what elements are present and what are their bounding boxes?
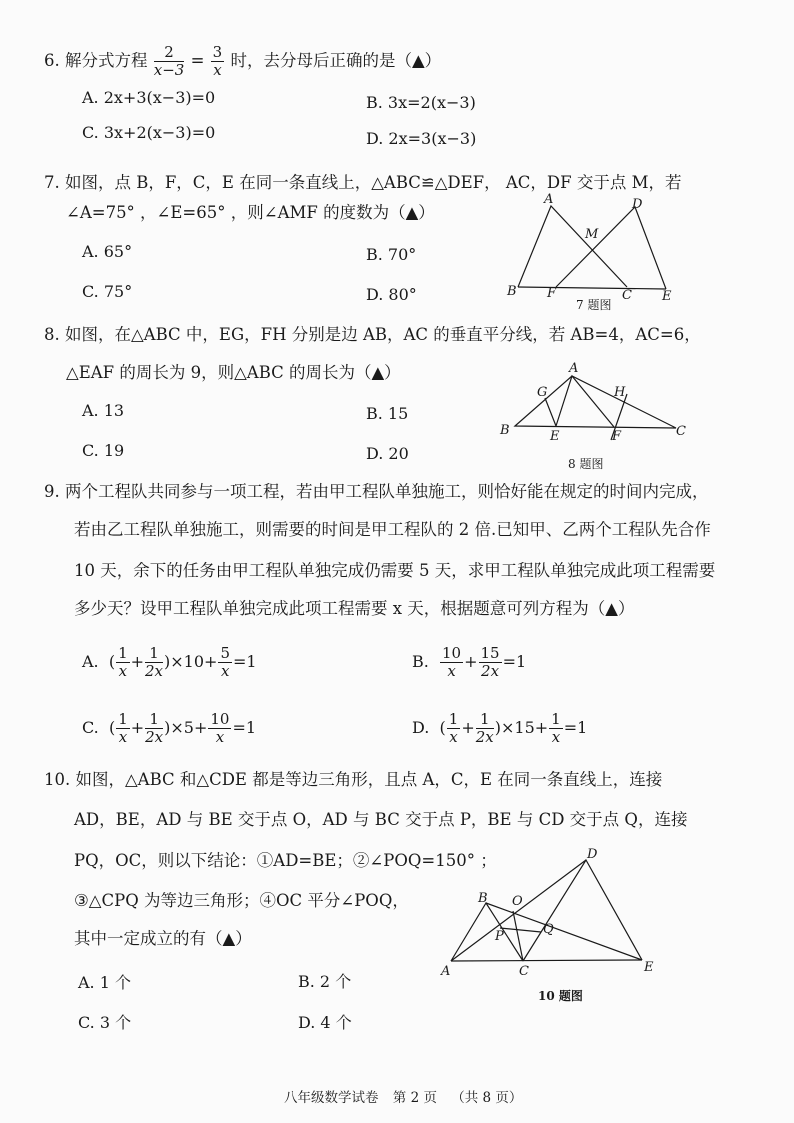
q9-stem-line1: 9. 两个工程队共同参与一项工程，若由甲工程队单独施工，则恰好能在规定的时间内完成， <box>44 482 709 501</box>
q8-label-e: E <box>550 429 560 444</box>
q8-label-a: A <box>569 361 579 376</box>
q10-stem-line3: PQ，OC，则以下结论：①AD=BE；②∠POQ=150° ； <box>74 851 497 870</box>
q7-option-d: D. 80° <box>366 285 417 304</box>
q7-stem-line1: 7. 如图，点 B，F，C，E 在同一条直线上，△ABC≌△DEF， AC，DF 交于点 M，若 <box>44 173 682 192</box>
footer-page: 第 2 页 <box>392 1090 437 1106</box>
q7-label-e: E <box>662 289 672 304</box>
q10-option-c: C. 3 个 <box>78 1013 132 1032</box>
q6-option-a: A. 2x+3(x−3)=0 <box>82 88 216 107</box>
q9-option-c: C. ( $\frac{1}{x}$ + $\frac{1}{2x}$ )×5+ $\frac{10}{x}$ =1 <box>82 710 257 746</box>
q7-option-c: C. 75° <box>82 282 133 301</box>
q8-label-b: B <box>500 423 510 438</box>
q7-label-a: A <box>544 192 554 207</box>
q10-stem-line2: AD，BE，AD 与 BE 交于点 O，AD 与 BC 交于点 P，BE 与 CD 交于点 Q，连接 <box>74 810 688 829</box>
q7-caption: 7 题图 <box>576 298 612 312</box>
q10-label-q: Q <box>543 922 554 937</box>
q10-option-a: A. 1 个 <box>78 973 131 992</box>
q8-caption: 8 题图 <box>568 457 604 471</box>
q10-line-pq <box>500 928 541 932</box>
footer-total: （共 8 页） <box>451 1090 523 1106</box>
q10-label-c: C <box>519 964 529 979</box>
q10-line-ae <box>451 960 642 961</box>
q8-label-g: G <box>537 385 548 400</box>
q8-option-a: A. 13 <box>82 401 125 420</box>
q10-triangle-cde <box>523 860 642 961</box>
q8-stem-line2: △EAF 的周长为 9，则△ABC 的周长为（▲） <box>66 363 401 382</box>
q9-option-d: D. ( $\frac{1}{x}$ + $\frac{1}{2x}$ )×15+ $\frac{1}{x}$ =1 <box>412 710 588 746</box>
q10-label-d: D <box>587 847 598 862</box>
q9-stem-line2: 若由乙工程队单独施工，则需要的时间是甲工程队的 2 倍.已知甲、乙两个工程队先合作 <box>74 520 711 539</box>
q7-label-b: B <box>507 284 517 299</box>
q10-label-o: O <box>512 894 523 909</box>
q7-label-m: M <box>585 227 599 242</box>
q7-label-c: C <box>622 288 632 303</box>
q10-label-a: A <box>441 964 451 979</box>
q10-option-b: B. 2 个 <box>298 972 352 991</box>
q7-option-a: A. 65° <box>82 242 133 261</box>
q10-label-b: B <box>478 891 488 906</box>
q8-option-c: C. 19 <box>82 441 125 460</box>
q10-stem-line1: 10. 如图，△ABC 和△CDE 都是等边三角形，且点 A，C，E 在同一条直线上，连接 <box>44 770 663 789</box>
q7-option-b: B. 70° <box>366 245 417 264</box>
q6-stem: 6. 解分式方程 $\frac{2}{x-3}$ = $\frac{3}{x}$ 时，去分母后正确的是（▲） <box>44 43 442 79</box>
q8-label-c: C <box>676 424 686 439</box>
q10-line-be <box>486 903 642 960</box>
q9-stem-line3: 10 天，余下的任务由甲工程队单独完成仍需要 5 天，求甲工程队单独完成此项工程需要 <box>74 561 716 580</box>
q6-option-c: C. 3x+2(x−3)=0 <box>82 123 216 142</box>
q10-stem-line5: 其中一定成立的有（▲） <box>74 929 252 948</box>
q7-label-f: F <box>547 286 557 301</box>
q10-caption: 10 题图 <box>538 989 583 1003</box>
q10-option-d: D. 4 个 <box>298 1013 352 1032</box>
q6-option-b: B. 3x=2(x−3) <box>366 93 476 112</box>
q10-stem-line4: ③△CPQ 为等边三角形；④OC 平分∠POQ， <box>74 891 409 910</box>
q8-option-b: B. 15 <box>366 404 409 423</box>
q9-option-a: A. ( $\frac{1}{x}$ + $\frac{1}{2x}$ )×10+ $\frac{5}{x}$ =1 <box>82 644 257 680</box>
q9-stem-line4: 多少天？设甲工程队单独完成此项工程需要 x 天，根据题意可列方程为（▲） <box>74 599 635 618</box>
q8-label-f: F <box>612 429 622 444</box>
q9-option-b: B. $\frac{10}{x}$ + $\frac{15}{2x}$ =1 <box>412 644 527 680</box>
q7-label-d: D <box>632 197 643 212</box>
q8-label-h: H <box>614 385 626 400</box>
q7-stem-line2: ∠A=75° ，∠E=65° ，则∠AMF 的度数为（▲） <box>66 203 435 222</box>
page-footer <box>284 1086 532 1106</box>
q8-option-d: D. 20 <box>366 444 409 463</box>
q10-label-p: P <box>495 929 504 944</box>
q6-option-d: D. 2x=3(x−3) <box>366 129 477 148</box>
q10-label-e: E <box>644 960 654 975</box>
footer-title: 八年级数学试卷 <box>284 1090 379 1106</box>
q8-stem-line1: 8. 如图，在△ABC 中，EG，FH 分别是边 AB，AC 的垂直平分线，若 AB=4，AC=6， <box>44 325 701 344</box>
q10-line-ad <box>451 860 586 961</box>
